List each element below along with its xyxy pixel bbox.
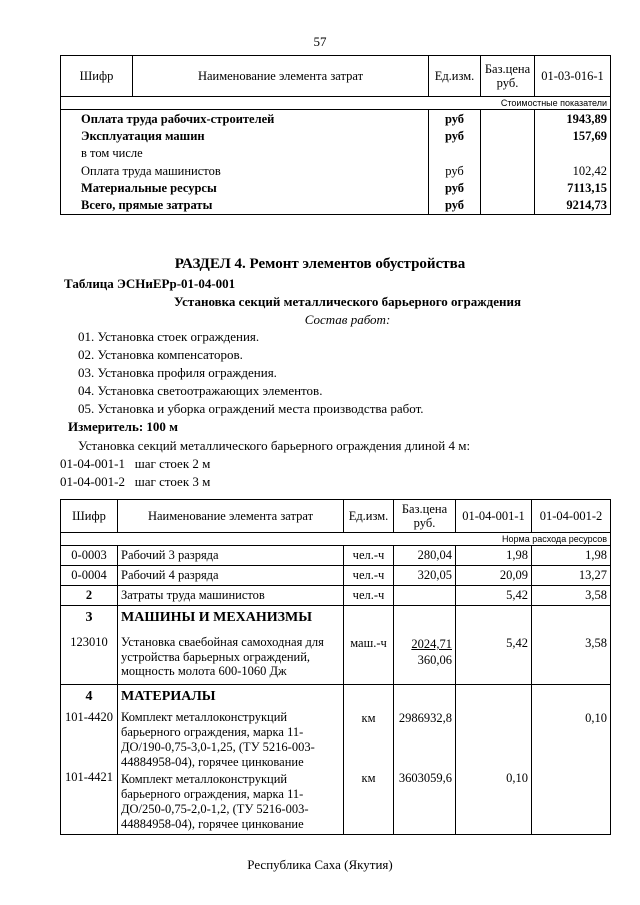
work-item: 03. Установка профиля ограждения.: [78, 365, 277, 380]
row-value: 7113,15: [567, 180, 607, 195]
row-unit: км: [361, 711, 376, 725]
header-name: Наименование элемента затрат: [133, 56, 429, 97]
row-value-1: 5,42: [506, 636, 528, 650]
value-2-cell: [532, 606, 611, 685]
row-value-2: 3,58: [532, 586, 611, 606]
work-item: 01. Установка стоек ограждения.: [78, 329, 260, 344]
row-unit: чел.-ч: [344, 566, 394, 586]
table-row: [61, 546, 611, 566]
table-title: Установка секций металлического барьерного ограждения: [174, 294, 521, 309]
header-column: 01-03-016-1: [535, 56, 611, 97]
cost-units: [429, 110, 481, 215]
row-price: 2986932,8: [398, 711, 452, 725]
row-unit: чел.-ч: [344, 546, 394, 566]
header-column-1: 01-04-001-1: [456, 500, 532, 533]
row-value-2: [535, 771, 607, 786]
header-base-price: Баз.цена руб.: [394, 500, 456, 533]
work-item: 05. Установка и уборка ограждений места производства работ.: [78, 401, 424, 416]
row-price: [394, 586, 456, 606]
header-base-price: Баз.цена руб.: [481, 56, 535, 97]
header-unit: Ед.изм.: [429, 56, 481, 97]
row-unit: руб: [445, 163, 464, 178]
row-price-secondary: 360,06: [417, 653, 452, 667]
row-value-1: 20,09: [456, 566, 532, 586]
section-name-cell: [118, 685, 344, 835]
row-code: 0-0004: [61, 566, 118, 586]
row-value-2: 13,27: [532, 566, 611, 586]
row-name: Эксплуатация машин: [81, 129, 205, 144]
value-2-cell: [532, 685, 611, 835]
page-number: 57: [313, 34, 327, 49]
section-code: 4: [85, 689, 93, 704]
table-label: Таблица ЭСНиЕРр-01-04-001: [64, 276, 236, 291]
subheader: Норма расхода ресурсов: [61, 533, 611, 546]
row-unit: чел.-ч: [344, 586, 394, 606]
row-code: 123010: [70, 635, 108, 649]
header-code: Шифр: [61, 56, 133, 97]
row-unit: руб: [444, 198, 465, 213]
table-row: [61, 586, 611, 606]
row-value: [538, 145, 607, 162]
work-item: 04. Установка светоотражающих элементов.: [78, 383, 323, 398]
row-value-1: 0,10: [506, 771, 528, 785]
cost-prices: [481, 110, 535, 215]
table-row: [61, 566, 611, 586]
row-value: 1943,89: [566, 112, 607, 126]
section-title: РАЗДЕЛ 4. Ремонт элементов обустройства: [174, 256, 466, 272]
work-item: 02. Установка компенсаторов.: [78, 347, 243, 362]
work-composition-heading: Состав работ:: [304, 312, 391, 327]
row-unit: маш.-ч: [350, 636, 387, 650]
row-name: Рабочий 3 разряда: [118, 546, 344, 566]
section-code-cell: [61, 685, 118, 835]
price-cell: [394, 685, 456, 835]
price-cell: [394, 606, 456, 685]
row-price: 280,04: [394, 546, 456, 566]
row-price: 320,05: [394, 566, 456, 586]
resource-table: [60, 499, 611, 835]
row-value-1: [459, 711, 528, 726]
row-name: Комплект металлоконструкций барьерного ограждения, марка 11-ДО/190-0,75-3,0-1,25, (ТУ 5216-003-44884958-04), горячее цинкование: [121, 710, 315, 769]
row-name: Установка сваебойная самоходная для устройства барьерных ограждений, мощность молота 600-1060 Дж: [121, 635, 324, 678]
row-name: Оплата труда рабочих-строителей: [81, 112, 275, 126]
row-code: 101-4421: [65, 770, 113, 784]
row-value-2: 1,98: [532, 546, 611, 566]
section-name-cell: [118, 606, 344, 685]
row-code: 0-0003: [61, 546, 118, 566]
code-description: шаг стоек 2 м: [134, 456, 211, 471]
row-value-2: 3,58: [585, 636, 607, 650]
value-1-cell: [456, 606, 532, 685]
row-value: 9214,73: [566, 198, 607, 213]
row-value: 157,69: [572, 129, 607, 144]
row-unit: руб: [444, 129, 465, 144]
row-value-1: 5,42: [456, 586, 532, 606]
row-unit: [432, 145, 477, 162]
row-value-1: 1,98: [456, 546, 532, 566]
code-line: [60, 456, 210, 472]
code-line: [60, 474, 210, 490]
cost-names: [61, 110, 429, 215]
header-code: Шифр: [61, 500, 118, 533]
code: 01-04-001-1: [60, 456, 125, 471]
row-code: 101-4420: [65, 710, 113, 724]
row-price: 2024,71: [411, 637, 452, 651]
row-name: Оплата труда машинистов: [81, 163, 221, 178]
row-name: Комплект металлоконструкций барьерного ограждения, марка 11-ДО/250-0,75-2,0-1,2, (ТУ 5216-003-44884958-04), горячее цинкование: [121, 772, 309, 831]
row-value-2: 0,10: [585, 711, 607, 725]
cost-table: [60, 55, 611, 215]
footer: Республика Саха (Якутия): [247, 857, 393, 872]
section-name: МАТЕРИАЛЫ: [121, 689, 216, 704]
unit-cell: [344, 685, 394, 835]
row-code: 2: [61, 586, 118, 606]
row-unit: руб: [444, 180, 465, 195]
code-description: шаг стоек 3 м: [134, 474, 211, 489]
unit-cell: [344, 606, 394, 685]
table-row: [61, 606, 611, 685]
row-name: Всего, прямые затраты: [81, 198, 213, 213]
header-column-2: 01-04-001-2: [532, 500, 611, 533]
header-unit: Ед.изм.: [344, 500, 394, 533]
meter: Измеритель: 100 м: [68, 419, 179, 434]
row-unit: км: [361, 771, 376, 785]
section-code: 3: [85, 610, 93, 625]
row-unit: руб: [444, 112, 465, 126]
row-name: Рабочий 4 разряда: [118, 566, 344, 586]
table-row: [61, 685, 611, 835]
row-price: 3603059,6: [398, 771, 452, 785]
code: 01-04-001-2: [60, 474, 125, 489]
install-description: Установка секций металлического барьерного ограждения длиной 4 м:: [78, 438, 471, 453]
header-name: Наименование элемента затрат: [118, 500, 344, 533]
cost-values: [535, 110, 611, 215]
subheader: Стоимостные показатели: [61, 97, 611, 110]
row-name: Материальные ресурсы: [81, 180, 217, 195]
row-value: 102,42: [572, 163, 607, 178]
section-name: МАШИНЫ И МЕХАНИЗМЫ: [121, 610, 313, 625]
row-name: Затраты труда машинистов: [118, 586, 344, 606]
value-1-cell: [456, 685, 532, 835]
row-name: в том числе: [81, 146, 143, 161]
section-code-cell: [61, 606, 118, 685]
